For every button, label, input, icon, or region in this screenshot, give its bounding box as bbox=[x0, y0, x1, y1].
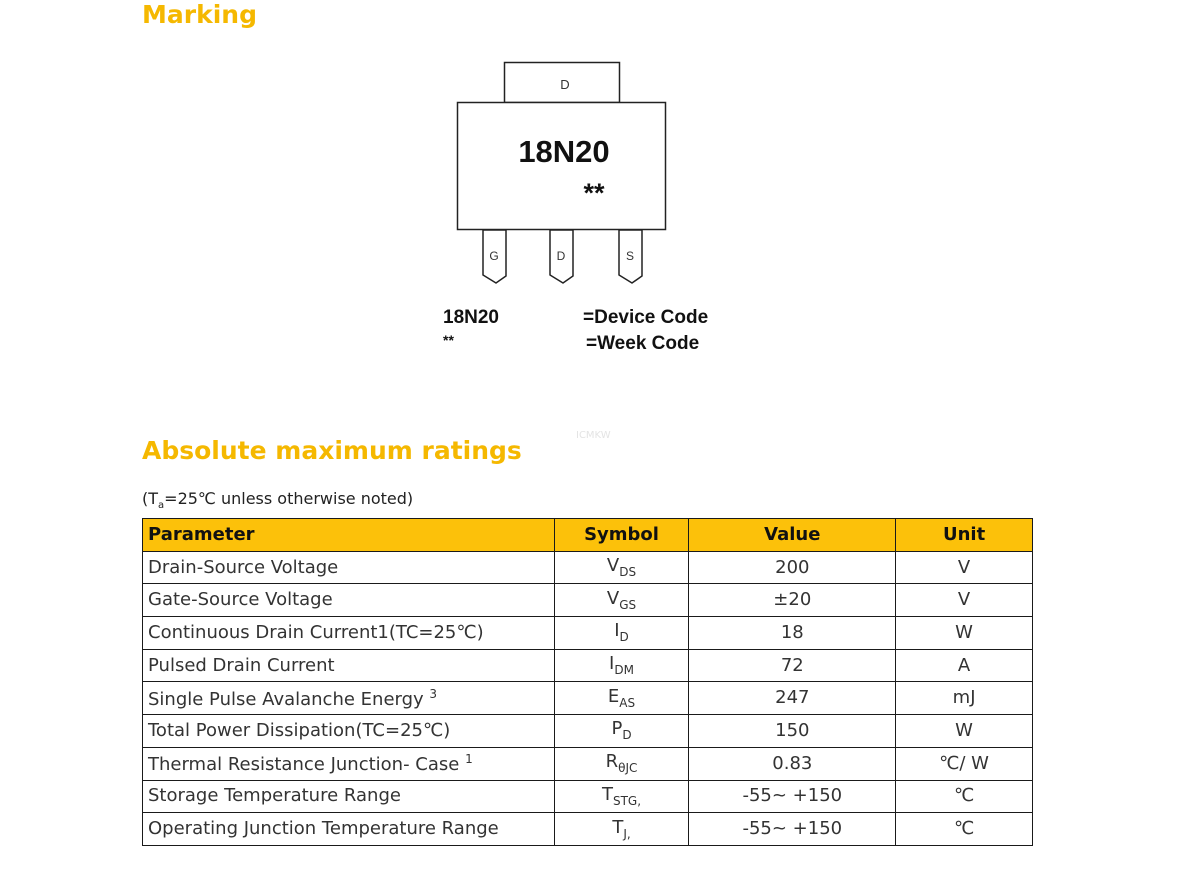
cell-value: ±20 bbox=[689, 584, 896, 617]
cell-parameter bbox=[143, 715, 555, 748]
cell-parameter bbox=[143, 813, 555, 846]
symbol-subscript: AS bbox=[619, 695, 636, 710]
pin-label-s: S bbox=[625, 249, 635, 263]
parameter-footnote: 3 bbox=[429, 686, 438, 701]
cell-value: -55~ +150 bbox=[689, 813, 896, 846]
pin-d bbox=[550, 230, 573, 283]
cell-parameter bbox=[143, 682, 555, 715]
cell-unit: V bbox=[896, 584, 1033, 617]
parameter-text: Pulsed Drain Current bbox=[148, 654, 335, 676]
cell-parameter bbox=[143, 780, 555, 813]
cell-parameter bbox=[143, 584, 555, 617]
table-row bbox=[143, 715, 1033, 748]
parameter-text: Continuous Drain Current1(TC=25℃) bbox=[148, 621, 484, 643]
cell-symbol bbox=[554, 780, 689, 813]
ratings-table bbox=[142, 518, 1033, 846]
cell-symbol bbox=[554, 813, 689, 846]
cell-parameter bbox=[143, 747, 555, 780]
cell-unit: ℃/ W bbox=[896, 747, 1033, 780]
header-unit: Unit bbox=[896, 519, 1033, 552]
symbol-text: T bbox=[612, 816, 624, 838]
legend-code-2: ** bbox=[443, 332, 454, 348]
watermark: ICMKW bbox=[576, 430, 611, 441]
parameter-text: Gate-Source Voltage bbox=[148, 589, 333, 611]
legend-code-1: 18N20 bbox=[443, 307, 499, 328]
parameter-text: Single Pulse Avalanche Energy bbox=[148, 688, 424, 710]
cell-unit: W bbox=[896, 617, 1033, 650]
cell-unit: W bbox=[896, 715, 1033, 748]
cell-symbol bbox=[554, 747, 689, 780]
cell-parameter bbox=[143, 617, 555, 650]
symbol-text: R bbox=[605, 751, 619, 773]
cell-value: 72 bbox=[689, 649, 896, 682]
symbol-text: T bbox=[601, 783, 613, 805]
table-row bbox=[143, 780, 1033, 813]
marking-heading: Marking bbox=[142, 0, 257, 29]
note-suffix: =25℃ unless otherwise noted) bbox=[164, 489, 414, 508]
table-row bbox=[143, 813, 1033, 846]
legend-meaning-1: =Device Code bbox=[583, 307, 709, 328]
cell-symbol bbox=[554, 649, 689, 682]
note-sub: a bbox=[158, 500, 165, 512]
cell-symbol bbox=[554, 715, 689, 748]
cell-symbol bbox=[554, 584, 689, 617]
symbol-subscript: J, bbox=[623, 826, 631, 841]
symbol-subscript: STG, bbox=[612, 793, 642, 808]
table-header-row bbox=[143, 519, 1033, 552]
cell-value: 200 bbox=[689, 551, 896, 584]
cell-unit: mJ bbox=[896, 682, 1033, 715]
cell-parameter bbox=[143, 649, 555, 682]
symbol-subscript: D bbox=[619, 630, 629, 645]
symbol-text: E bbox=[607, 685, 620, 707]
pin-label-g: G bbox=[489, 249, 499, 263]
symbol-text: V bbox=[606, 587, 620, 609]
cell-value: -55~ +150 bbox=[689, 780, 896, 813]
parameter-text: Thermal Resistance Junction- Case bbox=[148, 754, 460, 776]
cell-value: 0.83 bbox=[689, 747, 896, 780]
symbol-text: V bbox=[606, 555, 620, 577]
parameter-text: Drain-Source Voltage bbox=[148, 556, 339, 578]
tab-label: D bbox=[560, 77, 570, 92]
parameter-text: Total Power Dissipation(TC=25℃) bbox=[148, 719, 451, 741]
symbol-subscript: DS bbox=[619, 565, 637, 580]
header-value: Value bbox=[689, 519, 896, 552]
symbol-subscript: DM bbox=[614, 663, 634, 678]
header-parameter: Parameter bbox=[143, 519, 555, 552]
marking-diagram bbox=[400, 55, 800, 365]
absolute-max-heading: Absolute maximum ratings bbox=[142, 436, 522, 465]
table-row bbox=[143, 682, 1033, 715]
pin-label-d: D bbox=[556, 249, 566, 263]
table-row bbox=[143, 747, 1033, 780]
cell-parameter bbox=[143, 551, 555, 584]
cell-symbol bbox=[554, 682, 689, 715]
cell-unit: ℃ bbox=[896, 780, 1033, 813]
conditions-note bbox=[142, 489, 413, 511]
cell-value: 18 bbox=[689, 617, 896, 650]
pin-g bbox=[483, 230, 506, 283]
note-prefix: (T bbox=[142, 489, 159, 508]
symbol-text: I bbox=[609, 653, 615, 675]
parameter-footnote: 1 bbox=[465, 752, 473, 767]
symbol-text: P bbox=[611, 718, 623, 740]
device-code-mark: 18N20 bbox=[518, 134, 610, 169]
cell-unit: V bbox=[896, 551, 1033, 584]
cell-symbol bbox=[554, 551, 689, 584]
cell-unit: A bbox=[896, 649, 1033, 682]
parameter-text: Storage Temperature Range bbox=[148, 785, 401, 807]
table-row bbox=[143, 584, 1033, 617]
cell-symbol bbox=[554, 617, 689, 650]
symbol-subscript: θJC bbox=[618, 761, 638, 776]
symbol-subscript: GS bbox=[619, 597, 637, 612]
legend-meaning-2: =Week Code bbox=[586, 333, 700, 354]
pin-s bbox=[619, 230, 642, 283]
cell-value: 247 bbox=[689, 682, 896, 715]
cell-unit: ℃ bbox=[896, 813, 1033, 846]
table-row bbox=[143, 649, 1033, 682]
table-row bbox=[143, 617, 1033, 650]
cell-value: 150 bbox=[689, 715, 896, 748]
table-row bbox=[143, 551, 1033, 584]
week-code-mark: ** bbox=[583, 178, 605, 208]
symbol-subscript: D bbox=[622, 728, 632, 743]
parameter-text: Operating Junction Temperature Range bbox=[148, 818, 499, 840]
symbol-text: I bbox=[614, 620, 620, 642]
header-symbol: Symbol bbox=[554, 519, 689, 552]
